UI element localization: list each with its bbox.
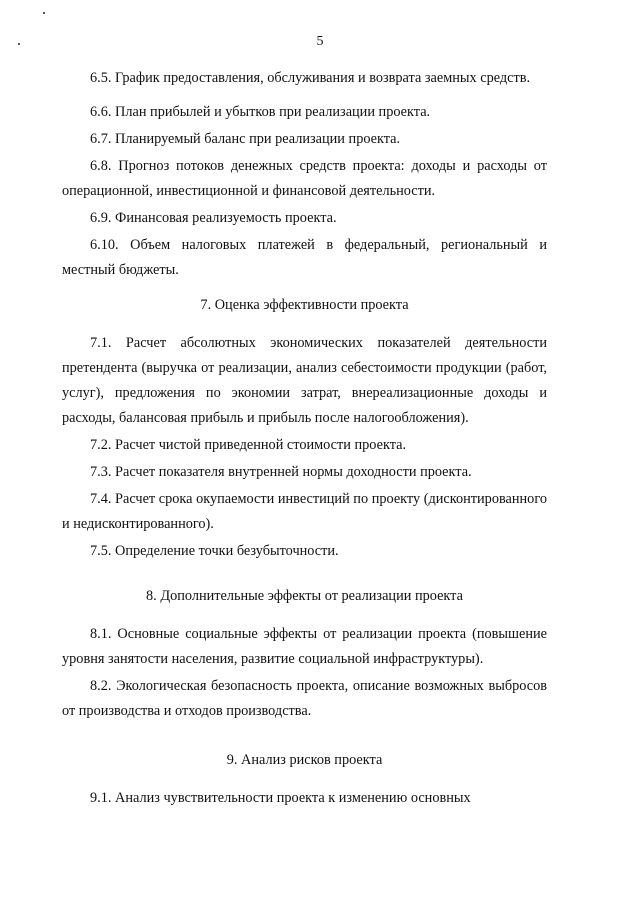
section-heading-7: 7. Оценка эффективности проекта — [200, 297, 409, 313]
paragraph-7-1: 7.1. Расчет абсолютных экономических показателей деятельности претендента (выручка от реализации, анализ себестоимости продукции (работ, услуг), предложения по экономии затрат, внереализационные доходы и расходы, балансовая прибыль и прибыль после налогообложения). — [62, 335, 547, 426]
document-body — [62, 66, 547, 811]
paragraph-6-10: 6.10. Объем налоговых платежей в федеральный, региональный и местный бюджеты. — [62, 237, 547, 278]
paragraph-7-2: 7.2. Расчет чистой приведенной стоимости проекта. — [90, 437, 407, 453]
page-number: 5 — [316, 34, 324, 49]
paragraph-8-2: 8.2. Экологическая безопасность проекта, описание возможных выбросов от производства и отходов производства. — [62, 678, 547, 719]
scan-speck — [43, 12, 45, 14]
paragraph-6-5: 6.5. График предоставления, обслуживания и возврата заемных средств. — [90, 70, 531, 86]
paragraph-7-4: 7.4. Расчет срока окупаемости инвестиций по проекту (дисконтированного и недисконтированного). — [62, 491, 547, 532]
paragraph-6-7: 6.7. Планируемый баланс при реализации проекта. — [90, 131, 401, 147]
paragraph-6-6: 6.6. План прибылей и убытков при реализации проекта. — [90, 104, 431, 120]
paragraph-8-1: 8.1. Основные социальные эффекты от реализации проекта (повышение уровня занятости населения, развитие социальной инфраструктуры). — [62, 626, 547, 667]
paragraph-7-3: 7.3. Расчет показателя внутренней нормы доходности проекта. — [90, 464, 472, 480]
paragraph-6-9: 6.9. Финансовая реализуемость проекта. — [90, 210, 337, 226]
paragraph-9-1: 9.1. Анализ чувствительности проекта к изменению основных — [90, 790, 471, 806]
section-heading-8: 8. Дополнительные эффекты от реализации проекта — [146, 588, 463, 604]
paragraph-7-5: 7.5. Определение точки безубыточности. — [90, 543, 339, 559]
paragraph-6-8: 6.8. Прогноз потоков денежных средств проекта: доходы и расходы от операционной, инвестиционной и финансовой деятельности. — [62, 158, 547, 199]
section-heading-9: 9. Анализ рисков проекта — [226, 752, 383, 768]
